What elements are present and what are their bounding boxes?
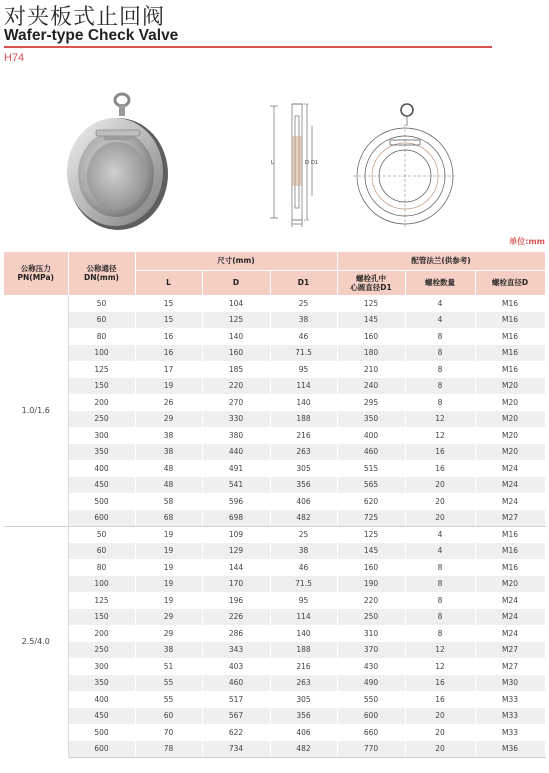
table-cell: 4 bbox=[405, 526, 475, 543]
table-cell: 20 bbox=[405, 510, 475, 527]
table-cell: 305 bbox=[270, 460, 337, 477]
table-cell: 16 bbox=[405, 691, 475, 708]
table-cell: 356 bbox=[270, 477, 337, 494]
table-cell: 216 bbox=[270, 427, 337, 444]
spec-table bbox=[4, 252, 546, 758]
table-cell: 38 bbox=[135, 444, 202, 461]
table-cell: 210 bbox=[337, 361, 405, 378]
table-cell: 12 bbox=[405, 658, 475, 675]
table-cell: 200 bbox=[68, 394, 135, 411]
table-cell: 600 bbox=[68, 510, 135, 527]
table-cell: M24 bbox=[475, 493, 545, 510]
table-cell: 19 bbox=[135, 543, 202, 560]
spec-table-body bbox=[4, 295, 545, 757]
table-cell: 160 bbox=[337, 559, 405, 576]
table-cell: 140 bbox=[270, 394, 337, 411]
table-cell: 180 bbox=[337, 345, 405, 362]
table-cell: 60 bbox=[135, 708, 202, 725]
table-cell: 8 bbox=[405, 559, 475, 576]
col-header-bolt-count: 螺栓数量 bbox=[405, 270, 475, 295]
table-row bbox=[4, 625, 545, 642]
table-cell: 185 bbox=[202, 361, 270, 378]
table-cell: 95 bbox=[270, 361, 337, 378]
table-cell: 38 bbox=[135, 427, 202, 444]
table-cell: 490 bbox=[337, 675, 405, 692]
table-row bbox=[4, 675, 545, 692]
table-cell: 109 bbox=[202, 526, 270, 543]
table-cell: 460 bbox=[337, 444, 405, 461]
table-cell: 460 bbox=[202, 675, 270, 692]
table-row bbox=[4, 559, 545, 576]
table-cell: 406 bbox=[270, 724, 337, 741]
table-cell: 48 bbox=[135, 460, 202, 477]
col-header-d: D bbox=[202, 270, 270, 295]
table-cell: 20 bbox=[405, 493, 475, 510]
table-cell: 4 bbox=[405, 312, 475, 329]
table-cell: 734 bbox=[202, 741, 270, 758]
table-cell: 80 bbox=[68, 559, 135, 576]
table-cell: 29 bbox=[135, 625, 202, 642]
table-cell: 78 bbox=[135, 741, 202, 758]
table-row bbox=[4, 328, 545, 345]
table-cell: 50 bbox=[68, 526, 135, 543]
table-cell: 12 bbox=[405, 642, 475, 659]
table-cell: 305 bbox=[270, 691, 337, 708]
table-cell: M16 bbox=[475, 559, 545, 576]
table-cell: 500 bbox=[68, 493, 135, 510]
table-row bbox=[4, 526, 545, 543]
group-header-size: 尺寸(mm) bbox=[135, 252, 337, 270]
table-cell: 220 bbox=[337, 592, 405, 609]
table-cell: 600 bbox=[68, 741, 135, 758]
pn-cell: 1.0/1.6 bbox=[4, 295, 68, 526]
table-cell: 58 bbox=[135, 493, 202, 510]
table-cell: 20 bbox=[405, 724, 475, 741]
table-cell: 70 bbox=[135, 724, 202, 741]
table-cell: M16 bbox=[475, 295, 545, 312]
table-cell: 450 bbox=[68, 708, 135, 725]
table-cell: 17 bbox=[135, 361, 202, 378]
table-cell: 541 bbox=[202, 477, 270, 494]
table-row bbox=[4, 493, 545, 510]
table-cell: 71.5 bbox=[270, 576, 337, 593]
table-cell: 4 bbox=[405, 543, 475, 560]
table-cell: M33 bbox=[475, 691, 545, 708]
table-cell: 100 bbox=[68, 345, 135, 362]
table-cell: 38 bbox=[135, 642, 202, 659]
table-cell: 16 bbox=[405, 444, 475, 461]
table-cell: 8 bbox=[405, 361, 475, 378]
table-row bbox=[4, 427, 545, 444]
table-cell: 450 bbox=[68, 477, 135, 494]
table-cell: M16 bbox=[475, 328, 545, 345]
table-cell: 270 bbox=[202, 394, 270, 411]
table-cell: M20 bbox=[475, 411, 545, 428]
table-cell: 491 bbox=[202, 460, 270, 477]
table-cell: 370 bbox=[337, 642, 405, 659]
table-cell: 406 bbox=[270, 493, 337, 510]
table-cell: 16 bbox=[405, 460, 475, 477]
table-cell: 144 bbox=[202, 559, 270, 576]
table-cell: 46 bbox=[270, 559, 337, 576]
table-cell: 8 bbox=[405, 576, 475, 593]
table-cell: 60 bbox=[68, 312, 135, 329]
table-cell: 517 bbox=[202, 691, 270, 708]
table-cell: M36 bbox=[475, 741, 545, 758]
table-cell: M20 bbox=[475, 444, 545, 461]
table-cell: M24 bbox=[475, 609, 545, 626]
table-cell: 220 bbox=[202, 378, 270, 395]
table-cell: 300 bbox=[68, 427, 135, 444]
table-cell: 698 bbox=[202, 510, 270, 527]
table-cell: 188 bbox=[270, 642, 337, 659]
table-cell: 295 bbox=[337, 394, 405, 411]
table-cell: 48 bbox=[135, 477, 202, 494]
table-cell: 114 bbox=[270, 609, 337, 626]
table-cell: 16 bbox=[135, 345, 202, 362]
model-code: H74 bbox=[4, 52, 25, 64]
table-cell: 8 bbox=[405, 394, 475, 411]
table-cell: 250 bbox=[337, 609, 405, 626]
table-row bbox=[4, 510, 545, 527]
table-cell: 4 bbox=[405, 295, 475, 312]
table-cell: 430 bbox=[337, 658, 405, 675]
valve-side-drawing bbox=[262, 96, 322, 228]
table-cell: 150 bbox=[68, 378, 135, 395]
table-cell: 20 bbox=[405, 708, 475, 725]
table-cell: M16 bbox=[475, 345, 545, 362]
table-cell: 500 bbox=[68, 724, 135, 741]
table-row bbox=[4, 741, 545, 758]
table-cell: 286 bbox=[202, 625, 270, 642]
table-cell: 125 bbox=[337, 295, 405, 312]
table-cell: 400 bbox=[68, 460, 135, 477]
table-cell: 16 bbox=[405, 675, 475, 692]
table-row bbox=[4, 394, 545, 411]
table-cell: M24 bbox=[475, 460, 545, 477]
table-cell: 25 bbox=[270, 295, 337, 312]
table-cell: M16 bbox=[475, 312, 545, 329]
table-cell: 25 bbox=[270, 526, 337, 543]
table-cell: 160 bbox=[337, 328, 405, 345]
table-row bbox=[4, 609, 545, 626]
valve-photo bbox=[60, 90, 170, 230]
table-cell: 46 bbox=[270, 328, 337, 345]
table-cell: 600 bbox=[337, 708, 405, 725]
table-cell: 400 bbox=[68, 691, 135, 708]
table-cell: 125 bbox=[68, 361, 135, 378]
table-row bbox=[4, 642, 545, 659]
table-cell: 51 bbox=[135, 658, 202, 675]
table-cell: M33 bbox=[475, 724, 545, 741]
table-cell: 145 bbox=[337, 543, 405, 560]
unit-note: 单位:mm bbox=[509, 237, 545, 246]
table-cell: 80 bbox=[68, 328, 135, 345]
table-cell: 622 bbox=[202, 724, 270, 741]
table-cell: 226 bbox=[202, 609, 270, 626]
table-cell: 482 bbox=[270, 510, 337, 527]
table-cell: 250 bbox=[68, 642, 135, 659]
table-cell: 8 bbox=[405, 625, 475, 642]
table-cell: 71.5 bbox=[270, 345, 337, 362]
table-cell: M30 bbox=[475, 675, 545, 692]
table-cell: 38 bbox=[270, 312, 337, 329]
table-cell: 38 bbox=[270, 543, 337, 560]
table-cell: 350 bbox=[68, 675, 135, 692]
table-cell: 125 bbox=[202, 312, 270, 329]
table-cell: M27 bbox=[475, 510, 545, 527]
table-cell: 19 bbox=[135, 576, 202, 593]
table-cell: M24 bbox=[475, 477, 545, 494]
table-cell: 114 bbox=[270, 378, 337, 395]
table-cell: 310 bbox=[337, 625, 405, 642]
table-cell: 482 bbox=[270, 741, 337, 758]
col-header-d1: D1 bbox=[270, 270, 337, 295]
table-cell: 20 bbox=[405, 741, 475, 758]
table-row bbox=[4, 724, 545, 741]
table-cell: 16 bbox=[135, 328, 202, 345]
table-cell: 60 bbox=[68, 543, 135, 560]
table-cell: 300 bbox=[68, 658, 135, 675]
table-row bbox=[4, 378, 545, 395]
table-cell: 196 bbox=[202, 592, 270, 609]
table-cell: 170 bbox=[202, 576, 270, 593]
table-row bbox=[4, 576, 545, 593]
table-cell: 19 bbox=[135, 378, 202, 395]
table-cell: M24 bbox=[475, 625, 545, 642]
side-label-l: L bbox=[271, 160, 274, 166]
table-cell: 20 bbox=[405, 477, 475, 494]
table-cell: 250 bbox=[68, 411, 135, 428]
table-cell: 26 bbox=[135, 394, 202, 411]
table-cell: 263 bbox=[270, 444, 337, 461]
table-row bbox=[4, 691, 545, 708]
pn-cell: 2.5/4.0 bbox=[4, 526, 68, 757]
table-cell: 263 bbox=[270, 675, 337, 692]
table-cell: 150 bbox=[68, 609, 135, 626]
table-cell: 403 bbox=[202, 658, 270, 675]
table-row bbox=[4, 345, 545, 362]
table-cell: 200 bbox=[68, 625, 135, 642]
table-cell: 140 bbox=[202, 328, 270, 345]
col-header-l: L bbox=[135, 270, 202, 295]
table-row bbox=[4, 295, 545, 312]
table-row bbox=[4, 477, 545, 494]
table-cell: 55 bbox=[135, 675, 202, 692]
table-cell: M20 bbox=[475, 394, 545, 411]
table-cell: 104 bbox=[202, 295, 270, 312]
table-cell: 190 bbox=[337, 576, 405, 593]
table-cell: 29 bbox=[135, 411, 202, 428]
table-cell: M16 bbox=[475, 361, 545, 378]
page-title-cn: 对夹板式止回阀 bbox=[4, 5, 166, 30]
table-cell: 55 bbox=[135, 691, 202, 708]
group-header-flange: 配管法兰(供参考) bbox=[337, 252, 545, 270]
table-cell: 129 bbox=[202, 543, 270, 560]
col-header-bolt-dia: 螺栓直径D bbox=[475, 270, 545, 295]
table-cell: 188 bbox=[270, 411, 337, 428]
table-cell: 15 bbox=[135, 312, 202, 329]
table-row bbox=[4, 708, 545, 725]
table-cell: 660 bbox=[337, 724, 405, 741]
table-cell: 125 bbox=[337, 526, 405, 543]
table-cell: M20 bbox=[475, 378, 545, 395]
table-cell: 725 bbox=[337, 510, 405, 527]
table-row bbox=[4, 361, 545, 378]
table-cell: 8 bbox=[405, 592, 475, 609]
table-cell: 8 bbox=[405, 345, 475, 362]
table-cell: 95 bbox=[270, 592, 337, 609]
table-cell: 550 bbox=[337, 691, 405, 708]
table-row bbox=[4, 460, 545, 477]
table-cell: 440 bbox=[202, 444, 270, 461]
table-cell: 19 bbox=[135, 526, 202, 543]
table-cell: M20 bbox=[475, 427, 545, 444]
table-cell: 19 bbox=[135, 559, 202, 576]
col-header-bolt-circle: 螺栓孔中 心圆直径D1 bbox=[337, 270, 405, 295]
table-cell: 515 bbox=[337, 460, 405, 477]
table-cell: 50 bbox=[68, 295, 135, 312]
table-cell: M27 bbox=[475, 658, 545, 675]
table-cell: 400 bbox=[337, 427, 405, 444]
side-label-d1: D1 bbox=[311, 160, 319, 166]
title-divider bbox=[4, 46, 492, 48]
table-row bbox=[4, 312, 545, 329]
table-cell: 8 bbox=[405, 609, 475, 626]
page-title-en: Wafer-type Check Valve bbox=[4, 27, 179, 44]
col-header-dn: 公称通径 DN(mm) bbox=[68, 252, 135, 295]
side-label-d: D bbox=[305, 160, 309, 166]
table-cell: 8 bbox=[405, 378, 475, 395]
table-cell: 145 bbox=[337, 312, 405, 329]
table-row bbox=[4, 444, 545, 461]
table-cell: 620 bbox=[337, 493, 405, 510]
table-cell: 240 bbox=[337, 378, 405, 395]
table-cell: M27 bbox=[475, 642, 545, 659]
table-row bbox=[4, 543, 545, 560]
valve-front-drawing bbox=[345, 96, 455, 228]
table-cell: 100 bbox=[68, 576, 135, 593]
table-cell: 68 bbox=[135, 510, 202, 527]
table-cell: M16 bbox=[475, 526, 545, 543]
table-cell: 350 bbox=[337, 411, 405, 428]
table-cell: 596 bbox=[202, 493, 270, 510]
table-cell: M20 bbox=[475, 576, 545, 593]
table-cell: M16 bbox=[475, 543, 545, 560]
table-cell: M24 bbox=[475, 592, 545, 609]
table-cell: 19 bbox=[135, 592, 202, 609]
table-cell: 380 bbox=[202, 427, 270, 444]
table-cell: 140 bbox=[270, 625, 337, 642]
table-cell: 565 bbox=[337, 477, 405, 494]
table-cell: 216 bbox=[270, 658, 337, 675]
table-cell: M33 bbox=[475, 708, 545, 725]
table-cell: 350 bbox=[68, 444, 135, 461]
table-cell: 15 bbox=[135, 295, 202, 312]
table-cell: 567 bbox=[202, 708, 270, 725]
table-cell: 8 bbox=[405, 328, 475, 345]
table-cell: 343 bbox=[202, 642, 270, 659]
table-cell: 12 bbox=[405, 427, 475, 444]
table-cell: 330 bbox=[202, 411, 270, 428]
table-row bbox=[4, 658, 545, 675]
table-cell: 12 bbox=[405, 411, 475, 428]
table-cell: 770 bbox=[337, 741, 405, 758]
table-cell: 356 bbox=[270, 708, 337, 725]
col-header-pn: 公称压力 PN(MPa) bbox=[4, 252, 68, 295]
table-row bbox=[4, 411, 545, 428]
table-cell: 160 bbox=[202, 345, 270, 362]
table-cell: 29 bbox=[135, 609, 202, 626]
table-row bbox=[4, 592, 545, 609]
table-cell: 125 bbox=[68, 592, 135, 609]
